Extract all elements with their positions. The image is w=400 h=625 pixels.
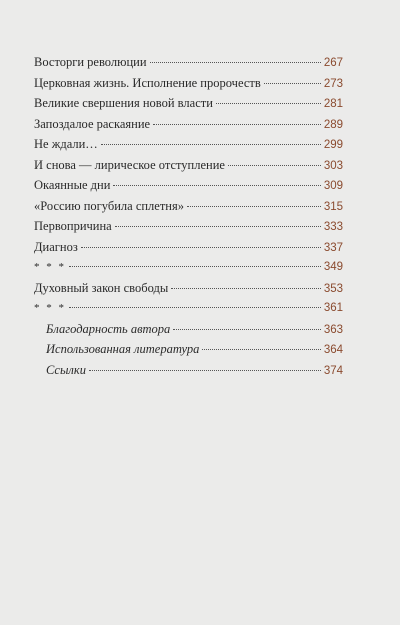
- toc-entry-title: * * *: [34, 261, 66, 273]
- toc-entry-page: 349: [323, 261, 343, 273]
- toc-entry-title: Запоздалое раскаяние: [34, 116, 151, 131]
- toc-entry-page: 289: [323, 118, 343, 131]
- dot-leader: [69, 266, 321, 267]
- toc-entry-page: 374: [323, 364, 343, 377]
- dot-leader: [101, 144, 321, 145]
- toc-entry-page: 364: [323, 344, 343, 356]
- table-of-contents: [34, 52, 343, 380]
- toc-entry: [34, 155, 343, 176]
- dot-leader: [228, 165, 321, 166]
- toc-appendix-entry: [34, 339, 343, 360]
- toc-entry: [34, 114, 343, 135]
- toc-entry-title: Благодарность автора: [46, 321, 171, 336]
- toc-entry-page: 273: [323, 77, 343, 90]
- dot-leader: [173, 329, 321, 330]
- toc-entry: [34, 175, 343, 196]
- dot-leader: [150, 62, 321, 63]
- toc-entry: [34, 216, 343, 237]
- toc-entry-title: «Россию погубила сплетня»: [34, 198, 184, 213]
- toc-entry-title: Духовный закон свободы: [34, 280, 169, 295]
- dot-leader: [81, 247, 321, 248]
- toc-entry-page: 281: [323, 98, 343, 110]
- toc-entry-page: 363: [323, 323, 343, 336]
- toc-entry: [34, 73, 343, 94]
- toc-entry-title: Не ждали…: [34, 137, 98, 151]
- dot-leader: [171, 288, 321, 289]
- toc-entry-title: Окаянные дни: [34, 178, 111, 192]
- dot-leader: [202, 349, 320, 350]
- toc-entry-title: Использованная литература: [46, 342, 200, 356]
- toc-entry-page: 267: [323, 57, 343, 69]
- toc-entry: [34, 196, 343, 217]
- dot-leader: [216, 103, 321, 104]
- toc-entry-page: 299: [323, 139, 343, 151]
- toc-entry-title: Ссылки: [46, 362, 86, 377]
- toc-entry-title: Восторги революции: [34, 55, 147, 69]
- toc-entry: [34, 93, 343, 114]
- toc-entry-title: Церковная жизнь. Исполнение пророчеств: [34, 75, 261, 90]
- toc-entry: [34, 237, 343, 258]
- dot-leader: [69, 307, 321, 308]
- toc-entry: [34, 257, 343, 278]
- toc-entry-page: 315: [323, 200, 343, 213]
- toc-entry-title: Первопричина: [34, 219, 112, 233]
- toc-entry-page: 309: [323, 180, 343, 192]
- toc-entry-page: 303: [323, 159, 343, 172]
- toc-entry-title: Диагноз: [34, 239, 78, 254]
- toc-appendix-entry: [34, 319, 343, 340]
- dot-leader: [113, 185, 320, 186]
- toc-entry-page: 337: [323, 241, 343, 254]
- toc-entry-page: 361: [323, 302, 343, 314]
- toc-entry-page: 353: [323, 282, 343, 295]
- toc-entry-title: И снова — лирическое отступление: [34, 157, 225, 172]
- toc-entry: [34, 134, 343, 155]
- toc-entry: [34, 52, 343, 73]
- toc-entry-title: Великие свершения новой власти: [34, 96, 213, 110]
- dot-leader: [89, 370, 321, 371]
- dot-leader: [187, 206, 321, 207]
- dot-leader: [264, 83, 321, 84]
- toc-appendix-entry: [34, 360, 343, 381]
- dot-leader: [115, 226, 321, 227]
- toc-entry-page: 333: [323, 221, 343, 233]
- dot-leader: [153, 124, 321, 125]
- toc-entry: [34, 298, 343, 319]
- toc-entry-title: * * *: [34, 302, 66, 314]
- toc-entry: [34, 278, 343, 299]
